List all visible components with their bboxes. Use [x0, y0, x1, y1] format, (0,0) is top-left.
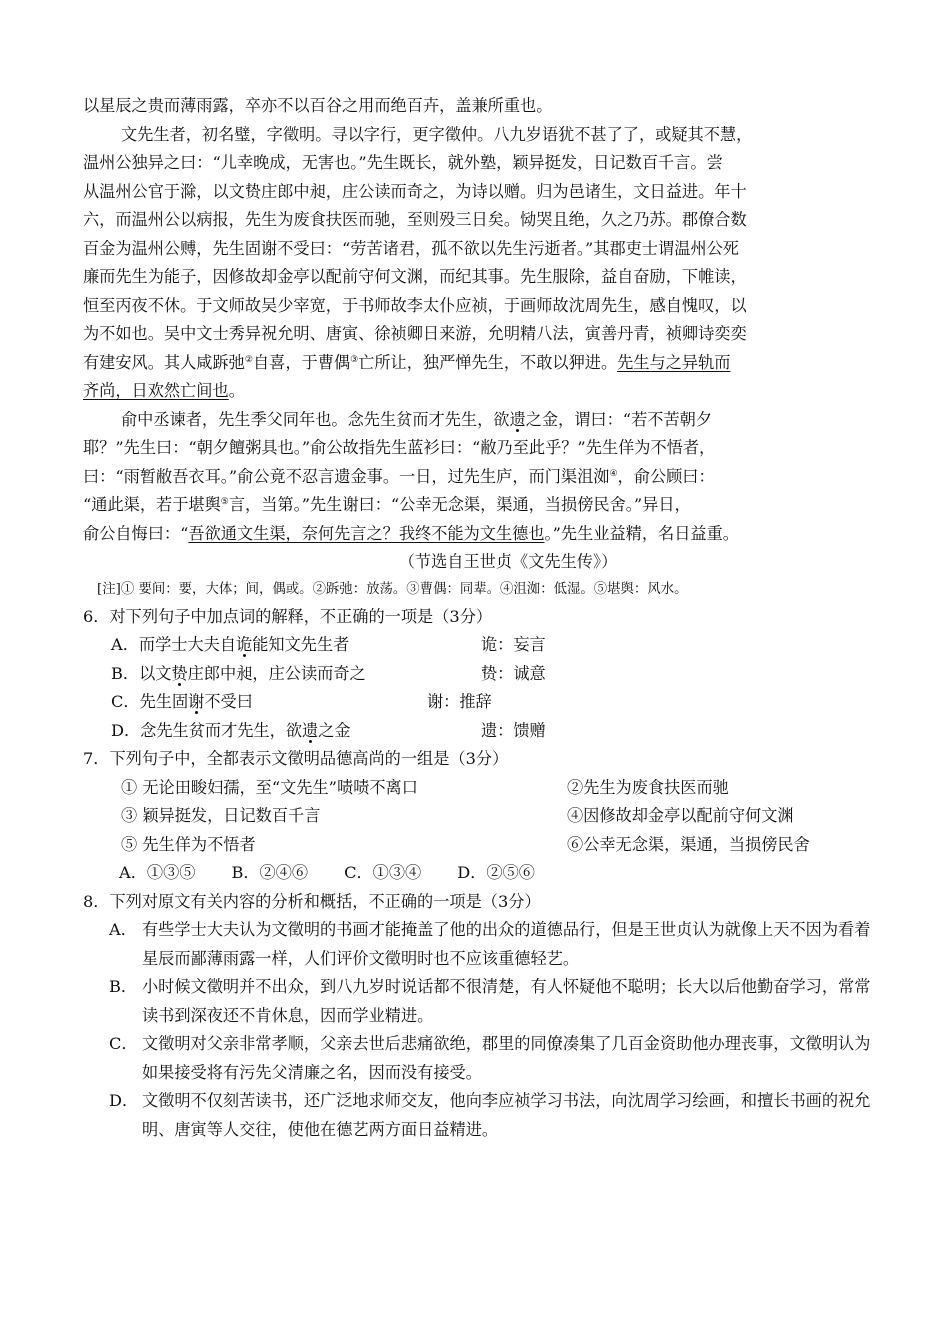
- option-text: [111, 688, 427, 717]
- dotted-word: 贽: [171, 663, 188, 683]
- option-gloss: 遗：馈赠: [481, 720, 546, 740]
- sentence-item: ②先生为废食扶医而驰: [567, 777, 729, 797]
- passage-line: [83, 377, 873, 406]
- option-letter: A．: [111, 635, 139, 654]
- question-stem: 7．下列句子中，全都表示文徵明品德高尚的一组是（3分）: [83, 749, 509, 768]
- passage-source: （节选自王世贞《文先生传》）: [398, 552, 618, 571]
- option-b: [83, 973, 873, 1030]
- option-gloss: 贽：诚意: [481, 663, 546, 683]
- option-letter: B．: [111, 663, 140, 683]
- sentence-row: [83, 802, 873, 831]
- option-letter: D．: [109, 1091, 139, 1110]
- option-d: [83, 717, 873, 746]
- text: 不受曰: [204, 692, 253, 711]
- sentence-item: ① 无论田畯妇孺，至“文先生”啧啧不离口: [121, 777, 418, 797]
- option-text: 文徵明对父亲非常孝顺，父亲去世后悲痛欲绝，郡里的同僚凑集了几百金资助他办理丧事，文徵明认为如果接受将有污先父清廉之名，因而没有接受。: [142, 1034, 871, 1082]
- text: 有建安风。其人咸跅弛: [83, 352, 245, 372]
- question-6: [83, 603, 873, 746]
- option-c: [83, 1030, 873, 1087]
- option-text: [111, 717, 481, 746]
- text: 俞中丞谏者，先生季父同年也。念先生贫而才先生，欲: [121, 409, 510, 429]
- option-text: 文徵明不仅刻苦读书，还广泛地求师交友，他向李应祯学习书法，向沈周学习绘画，和擅长书画的祝允明、唐寅等人交往，使他在德艺两方面日益精进。: [142, 1091, 871, 1139]
- dotted-word: 谢: [188, 692, 205, 711]
- passage-line: 百金为温州公赙，先生固谢不受曰：“劳苦诸君，孤不欲以先生污逝者。”其郡吏士谓温州公死: [83, 238, 739, 258]
- option-gloss: 谢：推辞: [427, 692, 492, 711]
- footnote: [注]① 要间：要，大体；间，偶或。②跅弛：放荡。③曹偶：同辈。④沮洳：低湿。⑤堪舆：风水。: [97, 581, 688, 597]
- text: 自喜，于曹偶: [252, 352, 351, 372]
- choice-b: B．②④⑥: [231, 863, 309, 882]
- choice-c: C．①③④: [344, 863, 422, 882]
- text: 。: [228, 381, 245, 400]
- option-text: 小时候文徵明并不出众，到八九岁时说话都不很清楚，有人怀疑他不聪明；长大以后他勤奋学习，常常读书到深夜还不肯休息，因而学业精进。: [142, 977, 871, 1025]
- dotted-word: 诡: [236, 635, 253, 654]
- passage-line: 文先生者，初名璧，字徵明。寻以字行，更字徵仲。八九岁语犹不甚了了，或疑其不慧，: [121, 124, 753, 144]
- dotted-word: 遗: [302, 720, 319, 740]
- footnote-mark: ⑤: [220, 497, 229, 507]
- text: 之金，谓曰：“若不苦朝夕: [525, 409, 713, 429]
- question-stem: 6．对下列句子中加点词的解释，不正确的一项是（3分）: [83, 606, 493, 626]
- choice-a: A．①③⑤: [119, 863, 196, 882]
- text: 曰：“雨暂敝吾衣耳。”俞公竟不忍言遗金事。一日，过先生庐，而门渠沮洳: [83, 466, 610, 486]
- option-a: [83, 916, 873, 973]
- question-7: [83, 745, 873, 888]
- sentence-item: ⑤ 先生佯为不悟者: [121, 834, 256, 854]
- text: 。”先生业益精，名日益重。: [544, 523, 739, 543]
- text: 之金: [318, 720, 351, 740]
- sentence-item: ④因修故却金亭以配前守何文渊: [567, 806, 794, 825]
- sentence-row: [83, 831, 873, 860]
- choice-d: D．②⑤⑥: [457, 863, 535, 882]
- exam-page: [83, 92, 873, 1144]
- footnote-mark: ④: [609, 468, 618, 479]
- passage-line: 以星辰之贵而薄雨露，卒亦不以百谷之用而绝百卉，盖兼所重也。: [83, 96, 553, 115]
- text: ，俞公顾曰：: [617, 466, 715, 486]
- text: 亡所让，独严惮先生，不敢以狎进。: [358, 352, 618, 372]
- option-b: [83, 660, 873, 689]
- text: 念先生贫而才先生，欲: [140, 720, 303, 740]
- passage-line: 从温州公官于滁，以文贽庄郎中昶，庄公读而奇之，为诗以赠。归为邑诸生，文日益进。年十: [83, 181, 747, 201]
- text: 俞公自悔曰：“: [83, 523, 189, 543]
- sentence-row: [83, 774, 873, 803]
- option-text: [111, 631, 481, 660]
- option-c: [83, 688, 873, 717]
- footnote-mark: ②: [244, 354, 253, 365]
- underlined-sentence: 齐尚，日欢然亡间也: [83, 381, 229, 400]
- option-d: [83, 1087, 873, 1144]
- text: 以文: [139, 663, 172, 683]
- question-stem: 8．下列对原文有关内容的分析和概括，不正确的一项是（3分）: [83, 891, 541, 911]
- passage-line: [83, 463, 873, 492]
- option-letter: C．: [111, 692, 140, 711]
- passage-line: 耶？”先生曰：“朝夕饘粥具也。”俞公故指先生蓝衫曰：“敝乃至此乎？”先生佯为不悟者，: [83, 438, 716, 457]
- underlined-sentence: 吾欲通文生渠，奈何先言之？我终不能为文生德也: [188, 523, 545, 543]
- passage-line: [83, 406, 873, 435]
- text: “通此渠，若于堪舆: [83, 495, 221, 514]
- passage-line: [83, 520, 873, 549]
- text: 庄郎中昶，庄公读而奇之: [187, 663, 366, 683]
- dotted-word: 遗: [509, 409, 526, 429]
- text: 而学士大夫自: [138, 635, 237, 654]
- option-text: [111, 660, 481, 689]
- answer-choices: [83, 859, 873, 888]
- option-letter: D．: [111, 720, 141, 740]
- text: 言，当第。”先生谢曰：“公幸无念渠，渠通，当损傍民舍。”异日，: [228, 495, 691, 514]
- option-gloss: 诡：妄言: [481, 635, 546, 654]
- option-text: 有些学士大夫认为文徵明的书画才能掩盖了他的出众的道德品行，但是王世贞认为就像上天不因为看着星辰而鄙薄雨露一样，人们评价文徵明时也不应该重德轻艺。: [142, 920, 871, 968]
- passage-line: 廉而先生为能子，因修故却金亭以配前守何文渊，而纪其事。先生服除，益自奋励，下帷读，: [83, 267, 747, 286]
- sentence-item: ③ 颖异挺发，日记数百千言: [121, 806, 321, 825]
- option-letter: B．: [109, 977, 138, 996]
- passage-line: [83, 491, 873, 520]
- footnote-mark: ③: [350, 354, 359, 365]
- sentence-item: ⑥公幸无念渠，渠通，当损傍民舍: [567, 834, 810, 854]
- passage-line: [83, 349, 873, 378]
- passage-line: 恒至丙夜不休。于文师故吴少宰宽，于书师故李太仆应祯，于画师故沈周先生，感自愧叹，以: [83, 295, 747, 315]
- passage-line: 六，而温州公以病报，先生为废食扶医而驰，至则殁三日矣。恸哭且绝，久之乃苏。郡僚合数: [83, 210, 747, 229]
- text: 先生固: [139, 692, 189, 711]
- option-letter: A．: [109, 920, 137, 939]
- option-letter: C．: [109, 1034, 138, 1053]
- passage-line: 温州公独异之曰：“儿幸晚成，无害也。”先生既长，就外塾，颖异挺发，日记数百千言。尝: [83, 153, 723, 172]
- underlined-sentence: 先生与之异轨而: [617, 352, 731, 372]
- passage-line: 为不如也。吴中文士秀异祝允明、唐寅、徐祯卿日来游，允明精八法，寅善丹青，祯卿诗奕奕: [83, 324, 747, 343]
- question-8: [83, 888, 873, 1145]
- option-a: [83, 631, 873, 660]
- text: 能知文先生者: [252, 635, 350, 654]
